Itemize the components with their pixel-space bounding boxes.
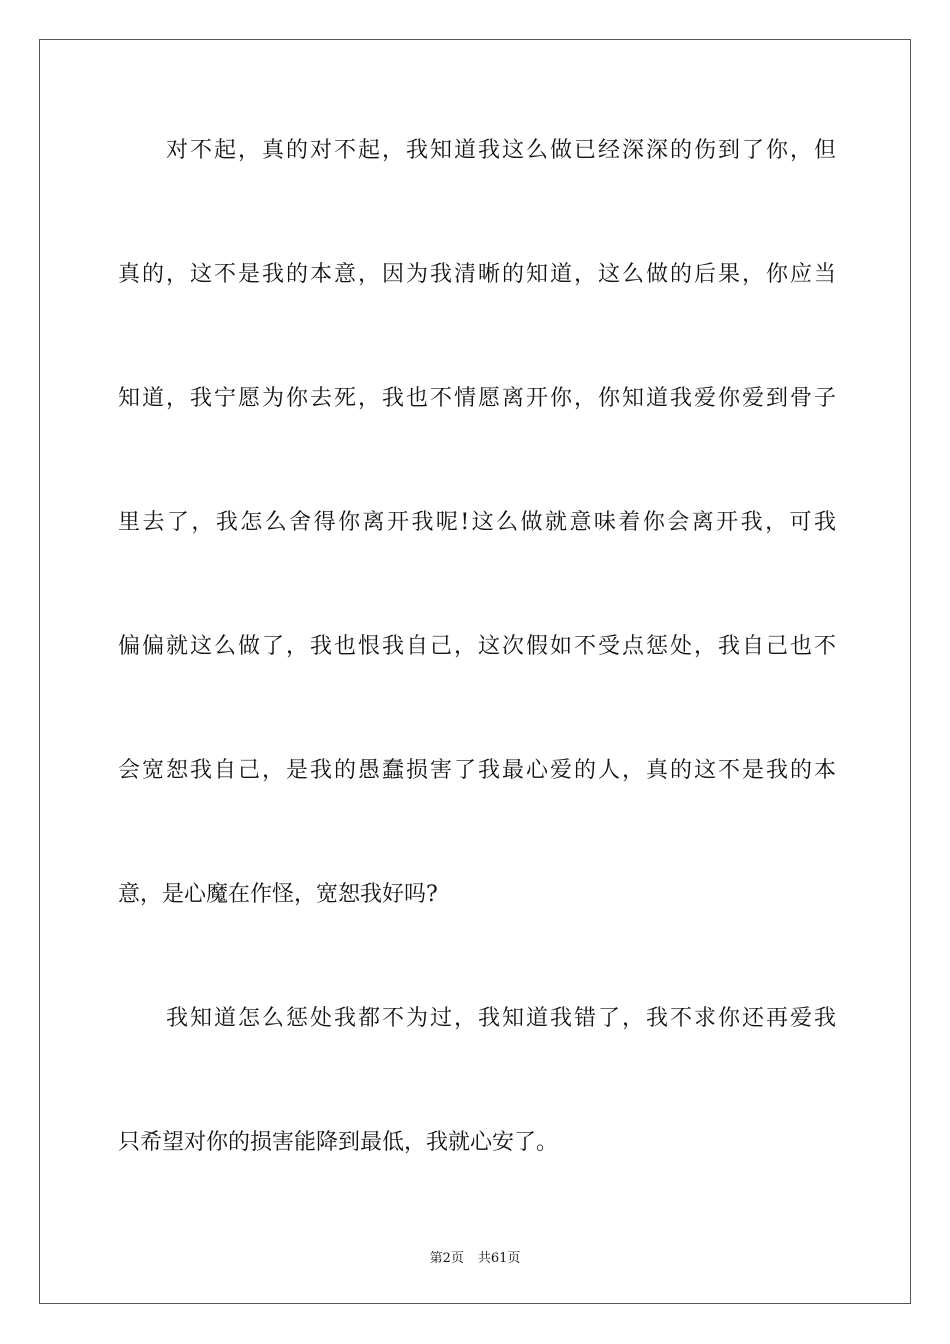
line-spacing xyxy=(118,306,836,368)
current-page-number: 第2页 xyxy=(429,1251,464,1266)
line-spacing xyxy=(118,182,836,244)
paragraph-1-line-1: 对不起，真的对不起，我知道我这么做已经深深的伤到了你，但 xyxy=(166,138,836,163)
total-page-count: 共61页 xyxy=(477,1251,521,1266)
line-spacing xyxy=(118,802,836,864)
paragraph-1-line-5: 偏偏就这么做了，我也恨我自己，这次假如不受点惩处，我自己也不 xyxy=(118,634,836,659)
document-body xyxy=(118,120,836,1174)
page-footer xyxy=(0,1247,950,1266)
paragraph-1-line-7: 意，是心魔在作怪，宽恕我好吗? xyxy=(118,882,438,907)
line-spacing xyxy=(118,430,836,492)
line-spacing xyxy=(118,1050,836,1112)
paragraph-1-line-3: 知道，我宁愿为你去死，我也不情愿离开你，你知道我爱你爱到骨子 xyxy=(118,386,836,411)
paragraph-1-line-6: 会宽恕我自己，是我的愚蠢损害了我最心爱的人，真的这不是我的本 xyxy=(118,758,836,783)
paragraph-1-line-2: 真的，这不是我的本意，因为我清晰的知道，这么做的后果，你应当 xyxy=(118,262,836,287)
paragraph-2-line-1: 我知道怎么惩处我都不为过，我知道我错了，我不求你还再爱我 xyxy=(166,1006,836,1031)
line-spacing xyxy=(118,678,836,740)
paragraph-1-line-4: 里去了，我怎么舍得你离开我呢!这么做就意味着你会离开我，可我 xyxy=(118,510,836,535)
line-spacing xyxy=(118,926,836,988)
line-spacing xyxy=(118,554,836,616)
paragraph-2-line-2: 只希望对你的损害能降到最低，我就心安了。 xyxy=(118,1130,559,1155)
